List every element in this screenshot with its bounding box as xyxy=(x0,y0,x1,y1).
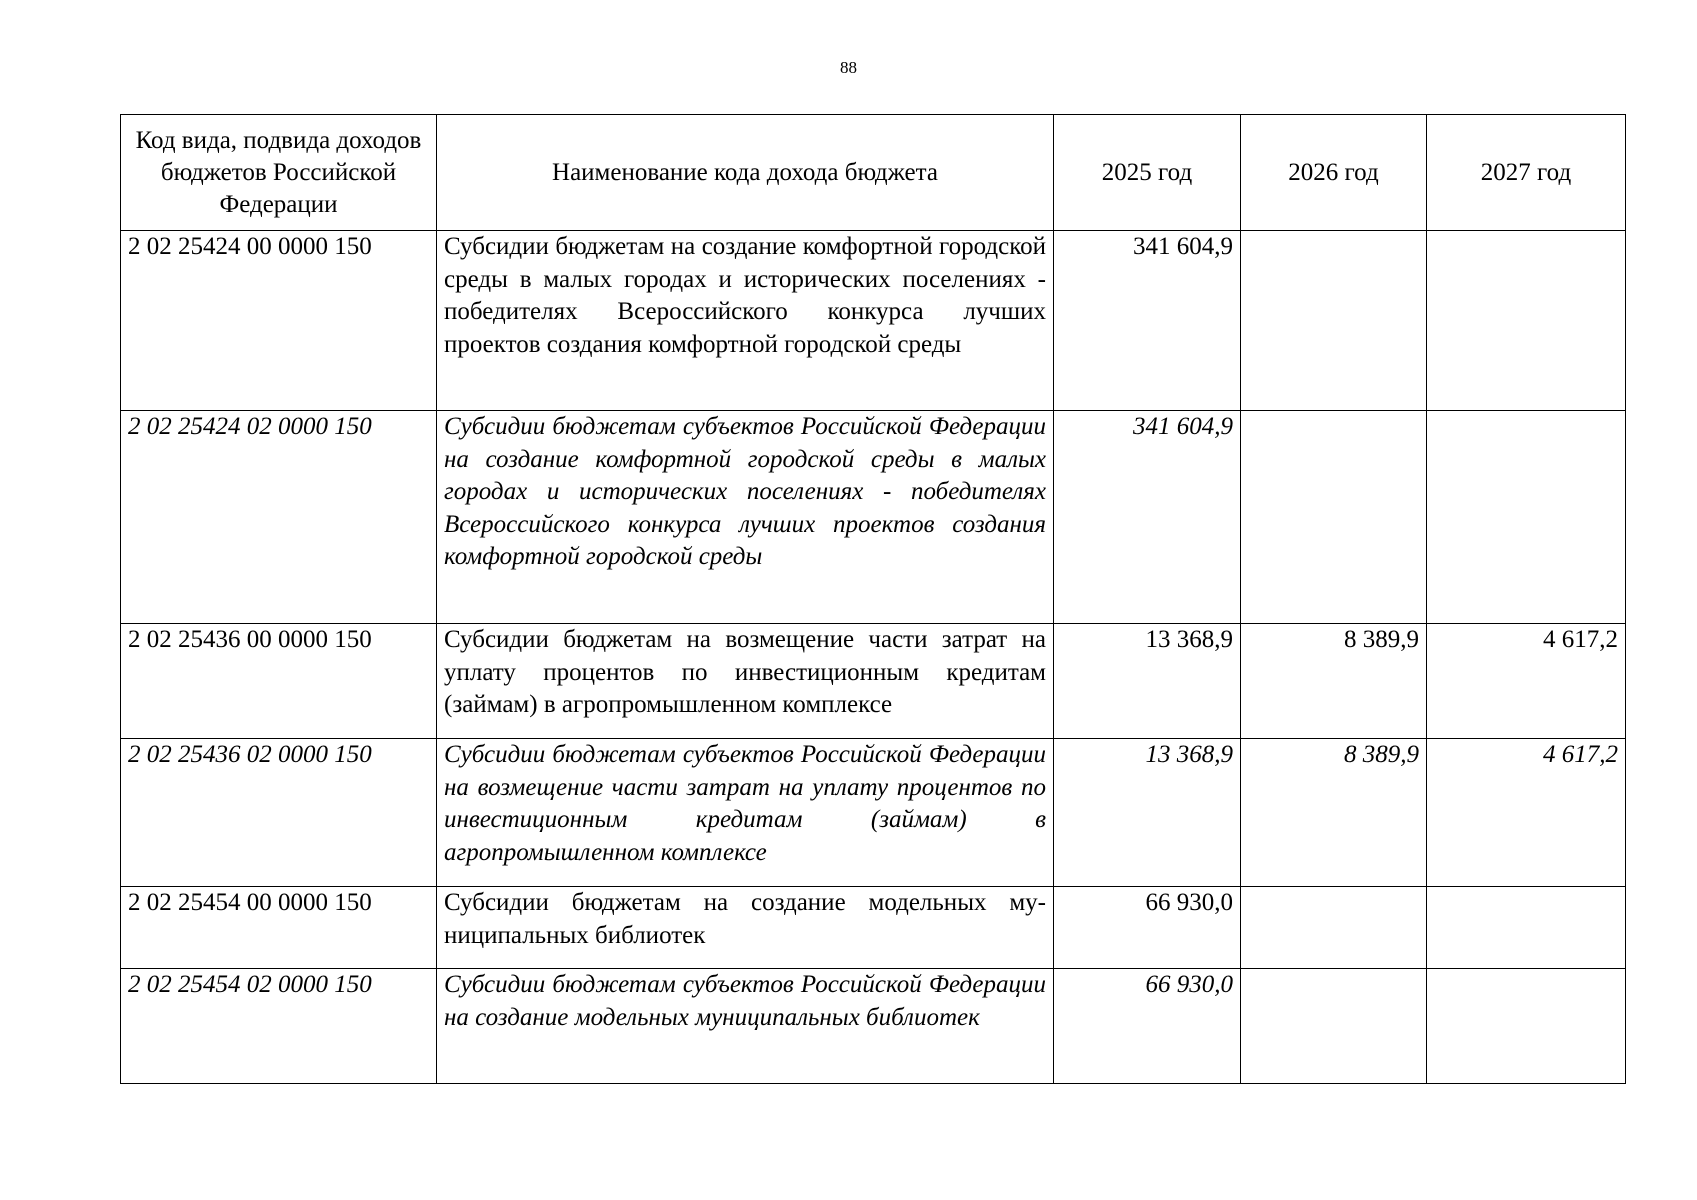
row-code: 2 02 25454 02 0000 150 xyxy=(121,969,437,1084)
row-value-2026 xyxy=(1241,887,1427,969)
page-number: 88 xyxy=(840,58,857,77)
row-value-2025: 13 368,9 xyxy=(1054,739,1241,887)
header-2025: 2025 год xyxy=(1054,115,1241,231)
row-value-2025: 341 604,9 xyxy=(1054,231,1241,411)
row-value-2026: 8 389,9 xyxy=(1241,624,1427,739)
table-row xyxy=(121,231,1626,411)
table-row xyxy=(121,411,1626,624)
row-value-2026 xyxy=(1241,231,1427,411)
row-value-2027: 4 617,2 xyxy=(1427,624,1626,739)
row-name: Субсидии бюджетам субъектов Российской Федерации на создание комфортной городской среды в малых городах и исторических поселениях - победителях Всероссийского конкурса лучших проектов создания комфортной городской среды xyxy=(437,411,1054,624)
header-name: Наименование кода дохода бюджета xyxy=(437,115,1054,231)
row-name: Субсидии бюджетам на создание модельных муниципальных библиотек xyxy=(437,887,1054,969)
table-row xyxy=(121,887,1626,969)
row-value-2027: 4 617,2 xyxy=(1427,739,1626,887)
table-row xyxy=(121,739,1626,887)
row-code: 2 02 25436 02 0000 150 xyxy=(121,739,437,887)
row-name: Субсидии бюджетам субъектов Российской Федерации на создание модельных муниципальных библиотек xyxy=(437,969,1054,1084)
row-value-2025: 13 368,9 xyxy=(1054,624,1241,739)
row-code: 2 02 25436 00 0000 150 xyxy=(121,624,437,739)
row-value-2025: 341 604,9 xyxy=(1054,411,1241,624)
row-code: 2 02 25424 00 0000 150 xyxy=(121,231,437,411)
row-value-2026 xyxy=(1241,411,1427,624)
row-value-2027 xyxy=(1427,969,1626,1084)
table-row xyxy=(121,624,1626,739)
row-value-2027 xyxy=(1427,411,1626,624)
row-value-2026: 8 389,9 xyxy=(1241,739,1427,887)
row-value-2025: 66 930,0 xyxy=(1054,969,1241,1084)
table-row xyxy=(121,969,1626,1084)
row-value-2026 xyxy=(1241,969,1427,1084)
row-name: Субсидии бюджетам на возмещение части затрат на уплату процентов по инвестиционным кредитам (займам) в агропромышленном комплексе xyxy=(437,624,1054,739)
row-name: Субсидии бюджетам субъектов Российской Федерации на возмещение части затрат на уплату процентов по инвестиционным кредитам (займам) в агропромышленном комплексе xyxy=(437,739,1054,887)
budget-revenue-table xyxy=(120,114,1626,1084)
header-2026: 2026 год xyxy=(1241,115,1427,231)
header-2027: 2027 год xyxy=(1427,115,1626,231)
table-header-row xyxy=(121,115,1626,231)
header-code: Код вида, подвида доходов бюджетов Российской Федерации xyxy=(121,115,437,231)
row-code: 2 02 25424 02 0000 150 xyxy=(121,411,437,624)
row-value-2025: 66 930,0 xyxy=(1054,887,1241,969)
row-code: 2 02 25454 00 0000 150 xyxy=(121,887,437,969)
row-value-2027 xyxy=(1427,231,1626,411)
row-name: Субсидии бюджетам на создание комфортной городской среды в малых городах и исторических поселениях - победителях Всероссийского конкурса лучших проектов создания комфортной городской среды xyxy=(437,231,1054,411)
row-value-2027 xyxy=(1427,887,1626,969)
